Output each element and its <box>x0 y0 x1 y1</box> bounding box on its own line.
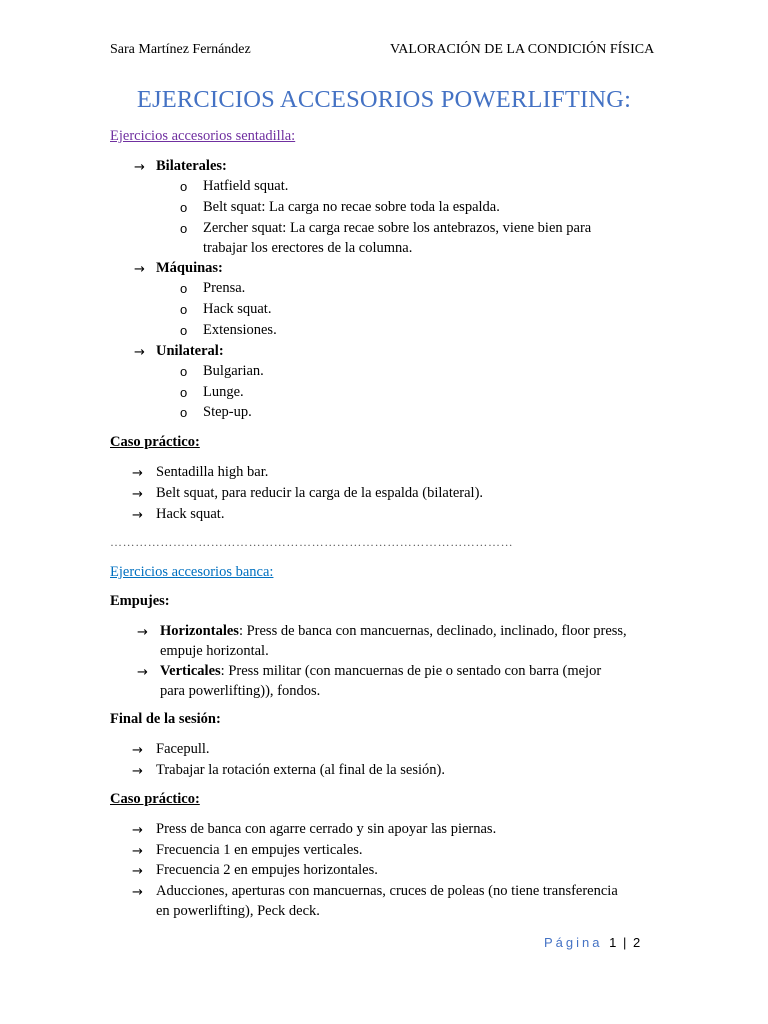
list-item: Lunge. <box>203 384 244 400</box>
list-item: Hack squat. <box>156 506 225 522</box>
list-item: Sentadilla high bar. <box>156 464 269 480</box>
list-item: Press de banca con agarre cerrado y sin apoyar las piernas. <box>156 821 497 837</box>
bench-case-heading: Caso práctico: <box>110 791 200 807</box>
page-separator: | <box>622 935 627 950</box>
header-author: Sara Martínez Fernández <box>110 42 251 57</box>
page-number-footer <box>544 935 640 950</box>
list-item: Extensiones. <box>203 322 277 338</box>
list-item: Belt squat, para reducir la carga de la espalda (bilateral). <box>156 485 484 501</box>
bullet-circle-icon: o <box>180 405 188 420</box>
bullet-circle-icon: o <box>180 179 188 194</box>
bullet-circle-icon: o <box>180 302 188 317</box>
session-end-heading: Final de la sesión: <box>110 711 221 727</box>
horizontal-pushes-line <box>160 623 627 640</box>
vertical-text-continuation: para powerlifting)), fondos. <box>160 683 321 699</box>
list-item: Aducciones, aperturas con mancuernas, cruces de poleas (no tiene transferencia <box>156 883 618 899</box>
arrow-icon: → <box>132 743 143 758</box>
page-title: EJERCICIOS ACCESORIOS POWERLIFTING: <box>136 86 632 113</box>
bullet-circle-icon: o <box>180 364 188 379</box>
bench-section-heading: Ejercicios accesorios banca: <box>110 564 274 580</box>
list-item: Zercher squat: La carga recae sobre los antebrazos, viene bien para <box>203 220 592 236</box>
arrow-icon: → <box>132 764 143 779</box>
arrow-icon: → <box>132 466 143 481</box>
group-label-bilaterales: Bilaterales: <box>156 158 227 174</box>
squat-section-heading: Ejercicios accesorios sentadilla: <box>110 128 296 144</box>
list-item: Facepull. <box>156 741 210 757</box>
bullet-circle-icon: o <box>180 221 188 236</box>
list-item: Prensa. <box>203 280 246 296</box>
page-total: 2 <box>632 935 641 950</box>
group-label-unilateral: Unilateral: <box>156 343 224 359</box>
arrow-icon: → <box>137 665 148 680</box>
dotted-separator: …………………………………………………………………………………… <box>110 535 514 549</box>
arrow-icon: → <box>137 625 148 640</box>
list-item: Step-up. <box>203 404 252 420</box>
horizontal-label: Horizontales <box>160 623 239 639</box>
page-label: Página <box>544 935 603 950</box>
arrow-icon: → <box>134 345 145 360</box>
list-item: Hatfield squat. <box>203 178 289 194</box>
list-item: Trabajar la rotación externa (al final de la sesión). <box>156 762 445 778</box>
vertical-text: : Press militar (con mancuernas de pie o sentado con barra (mejor <box>220 663 602 679</box>
arrow-icon: → <box>134 262 145 277</box>
vertical-label: Verticales <box>160 663 221 679</box>
list-item: Bulgarian. <box>203 363 264 379</box>
bullet-circle-icon: o <box>180 200 188 215</box>
list-item: Hack squat. <box>203 301 272 317</box>
arrow-icon: → <box>132 508 143 523</box>
arrow-icon: → <box>132 487 143 502</box>
bullet-circle-icon: o <box>180 281 188 296</box>
vertical-pushes-line <box>160 663 601 680</box>
bullet-circle-icon: o <box>180 323 188 338</box>
list-item: Belt squat: La carga no recae sobre toda la espalda. <box>203 199 500 215</box>
arrow-icon: → <box>132 864 143 879</box>
horizontal-text: : Press de banca con mancuernas, declinado, inclinado, floor press, <box>238 623 627 639</box>
bullet-circle-icon: o <box>180 385 188 400</box>
group-label-maquinas: Máquinas: <box>156 260 223 276</box>
arrow-icon: → <box>132 885 143 900</box>
header-subject: VALORACIÓN DE LA CONDICIÓN FÍSICA <box>390 42 655 57</box>
list-item: Frecuencia 1 en empujes verticales. <box>156 842 363 858</box>
list-item-continuation: trabajar los erectores de la columna. <box>203 240 413 256</box>
pushes-heading: Empujes: <box>110 593 170 609</box>
arrow-icon: → <box>134 160 145 175</box>
list-item: Frecuencia 2 en empujes horizontales. <box>156 862 378 878</box>
squat-case-heading: Caso práctico: <box>110 434 200 450</box>
list-item-continuation: en powerlifting), Peck deck. <box>156 903 320 919</box>
arrow-icon: → <box>132 823 143 838</box>
arrow-icon: → <box>132 844 143 859</box>
horizontal-text-continuation: empuje horizontal. <box>160 643 269 659</box>
page-current: 1 <box>609 935 617 950</box>
